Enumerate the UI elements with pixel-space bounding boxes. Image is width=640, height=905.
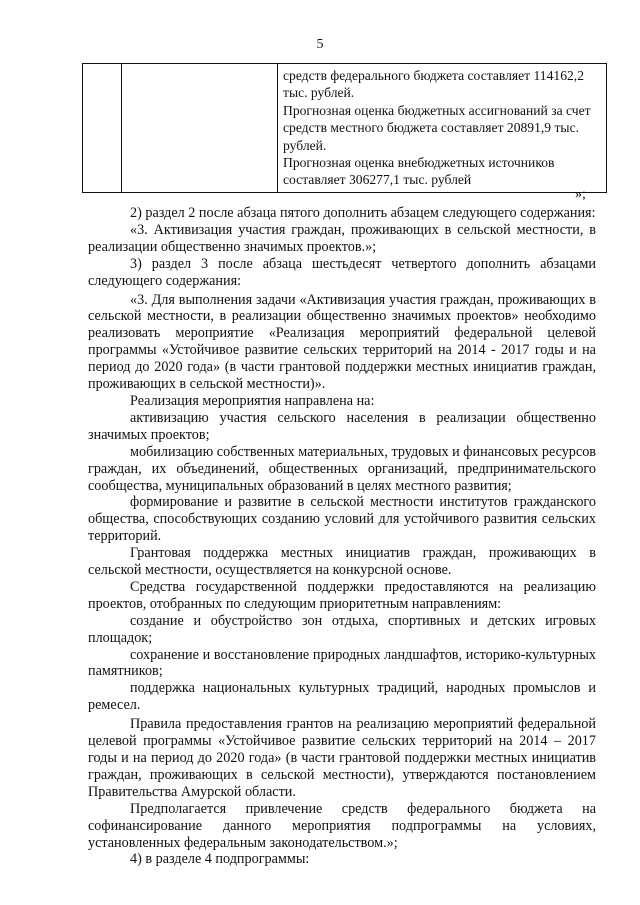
- paragraph: активизацию участия сельского населения в реализации общественно значимых проектов;: [88, 409, 596, 443]
- closing-quote: »;: [575, 187, 586, 202]
- paragraph: 2) раздел 2 после абзаца пятого дополнить абзацем следующего содержания:: [130, 205, 596, 221]
- paragraph: формирование и развитие в сельской местности институтов гражданского общества, способствующих созданию условий для устойчивого развития сельских территорий.: [88, 494, 596, 545]
- paragraph: Средства государственной поддержки предоставляются на реализацию проектов, отобранных по следующим приоритетным направлениям:: [88, 578, 596, 612]
- paragraph: создание и обустройство зон отдыха, спортивных и детских игровых площадок;: [88, 612, 596, 646]
- paragraph: Предполагается привлечение средств федерального бюджета на софинансирование данного мероприятия подпрограммы на условиях, установленных федеральным законодательством.»;: [88, 800, 596, 851]
- table-row: [83, 64, 607, 193]
- paragraph: мобилизацию собственных материальных, трудовых и финансовых ресурсов граждан, их объединений, общественных организаций, предпринимательского сообщества, муниципальных образований в целях местного развития;: [88, 443, 596, 494]
- paragraph: поддержка национальных культурных традиций, народных промыслов и ремесел.: [88, 680, 596, 714]
- paragraph: «3. Активизация участия граждан, проживающих в сельской местности, в реализации общественно значимых проектов.»;: [88, 221, 596, 255]
- page-number: 5: [316, 37, 324, 52]
- paragraph: 4) в разделе 4 подпрограммы:: [130, 851, 310, 868]
- funding-local: Прогнозная оценка бюджетных ассигнований за счет средств местного бюджета составляет 20891,9 тыс. рублей.: [283, 102, 591, 153]
- paragraph: Правила предоставления грантов на реализацию мероприятий федеральной целевой программы «Устойчивое развитие сельских территорий на 2014 – 2017 годы и на период до 2020 года» (в части грантовой поддержки местных инициатив граждан, проживающих в сельской местности), утверждаются постановлением Правительства Амурской области.: [88, 716, 596, 800]
- table-cell-empty-1: [83, 64, 122, 193]
- funding-federal: средств федерального бюджета составляет 114162,2 тыс. рублей.: [283, 68, 584, 101]
- paragraph: Грантовая поддержка местных инициатив граждан, проживающих в сельской местности, осуществляется на конкурсной основе.: [88, 545, 596, 579]
- funding-extrabudget: Прогнозная оценка внебюджетных источников составляет 306277,1 тыс. рублей: [283, 155, 555, 188]
- paragraph: 3) раздел 3 после абзаца шестьдесят четвертого дополнить абзацами следующего содержания:: [88, 255, 596, 289]
- table-cell-funding: [278, 64, 607, 193]
- paragraph: «3. Для выполнения задачи «Активизация участия граждан, проживающих в сельской местности, в реализации общественно значимых проектов» необходимо реализовать мероприятие «Реализация мероприятий федеральной целевой программы «Устойчивое развитие сельских территорий на 2014 - 2017 годы и на период до 2020 года» (в части грантовой поддержки местных инициатив граждан, проживающих в сельской местности)».: [88, 291, 596, 393]
- paragraph: сохранение и восстановление природных ландшафтов, историко-культурных памятников;: [88, 646, 596, 680]
- paragraph: Реализация мероприятия направлена на:: [130, 392, 375, 409]
- program-table: [82, 63, 607, 193]
- table-cell-empty-2: [122, 64, 278, 193]
- document-body: [88, 205, 596, 868]
